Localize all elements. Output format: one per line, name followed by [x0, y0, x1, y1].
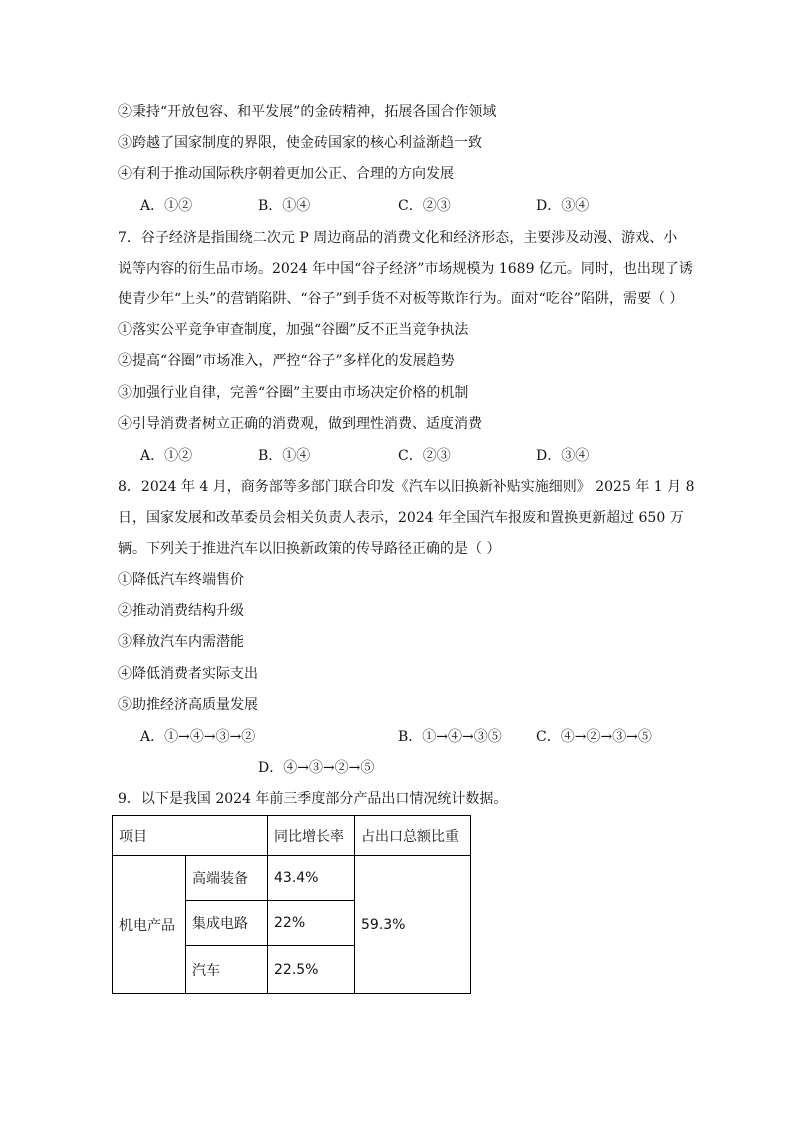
- table-row: [113, 856, 471, 901]
- header-share: 占出口总额比重: [355, 816, 471, 856]
- share-cell: 59.3%: [355, 856, 471, 994]
- growth-cell: 22.5%: [268, 946, 355, 994]
- header-item: 项目: [113, 816, 268, 856]
- q7-option-a[interactable]: A．①②: [140, 448, 193, 464]
- statement-3: ③跨越了国家制度的界限，使金砖国家的核心利益渐趋一致: [118, 135, 482, 151]
- q8-option-b[interactable]: B．①→④→③⑤: [398, 729, 502, 745]
- q7-option-d[interactable]: D．③④: [536, 448, 590, 464]
- q7-stem-line-2: 说等内容的衍生品市场。2024 年中国“谷子经济”市场规模为 1689 亿元。同时，也出现了诱: [118, 261, 693, 277]
- q7-stem-line-1: 7．谷子经济是指围绕二次元 P 周边商品的消费文化和经济形态，主要涉及动漫、游戏、小: [118, 230, 678, 246]
- q7-stem-line-3: 使青少年“上头”的营销陷阱、“谷子”到手货不对板等欺诈行为。面对“吃谷”陷阱，需要（ ）: [118, 291, 684, 307]
- q8-option-c[interactable]: C．④→②→③→⑤: [536, 729, 652, 745]
- q8-stem-line-3: 辆。下列关于推进汽车以旧换新政策的传导路径正确的是（ ）: [118, 541, 501, 557]
- q7-option-b[interactable]: B．①④: [258, 448, 311, 464]
- statement-2: ②秉持“开放包容、和平发展”的金砖精神，拓展各国合作领域: [118, 104, 497, 120]
- option-d[interactable]: D．③④: [536, 198, 590, 214]
- option-c[interactable]: C．②③: [398, 198, 451, 214]
- q8-option-a[interactable]: A．①→④→③→②: [140, 729, 256, 745]
- q8-stem-line-1: 8．2024 年 4 月，商务部等多部门联合印发《汽车以旧换新补贴实施细则》 2025 年 1 月 8: [118, 479, 695, 495]
- growth-cell: 22%: [268, 901, 355, 946]
- option-a[interactable]: A．①②: [140, 198, 193, 214]
- q7-statement-3: ③加强行业自律，完善“谷圈”主要由市场决定价格的机制: [118, 385, 469, 401]
- category-cell: 机电产品: [113, 856, 186, 994]
- q8-option-d[interactable]: D．④→③→②→⑤: [258, 760, 375, 776]
- q7-statement-4: ④引导消费者树立正确的消费观，做到理性消费、适度消费: [118, 416, 482, 432]
- q8-statement-3: ③释放汽车内需潜能: [118, 634, 244, 650]
- growth-cell: 43.4%: [268, 856, 355, 901]
- q7-statement-1: ①落实公平竞争审查制度，加强“谷圈”反不正当竞争执法: [118, 322, 469, 338]
- item-cell: 集成电路: [186, 901, 268, 946]
- export-data-table: [112, 815, 471, 994]
- q7-statement-2: ②提高“谷圈”市场准入，严控“谷子”多样化的发展趋势: [118, 353, 455, 369]
- table-header-row: [113, 816, 471, 856]
- q7-option-c[interactable]: C．②③: [398, 448, 451, 464]
- q8-stem-line-2: 日，国家发展和改革委员会相关负责人表示，2024 年全国汽车报废和置换更新超过 650 万: [118, 510, 684, 526]
- option-b[interactable]: B．①④: [258, 198, 311, 214]
- q8-statement-2: ②推动消费结构升级: [118, 603, 244, 619]
- header-growth: 同比增长率: [268, 816, 355, 856]
- q8-statement-5: ⑤助推经济高质量发展: [118, 697, 258, 713]
- q9-stem: 9．以下是我国 2024 年前三季度部分产品出口情况统计数据。: [118, 791, 508, 807]
- q8-statement-4: ④降低消费者实际支出: [118, 666, 258, 682]
- statement-4: ④有利于推动国际秩序朝着更加公正、合理的方向发展: [118, 166, 454, 182]
- item-cell: 汽车: [186, 946, 268, 994]
- q8-statement-1: ①降低汽车终端售价: [118, 572, 244, 588]
- item-cell: 高端装备: [186, 856, 268, 901]
